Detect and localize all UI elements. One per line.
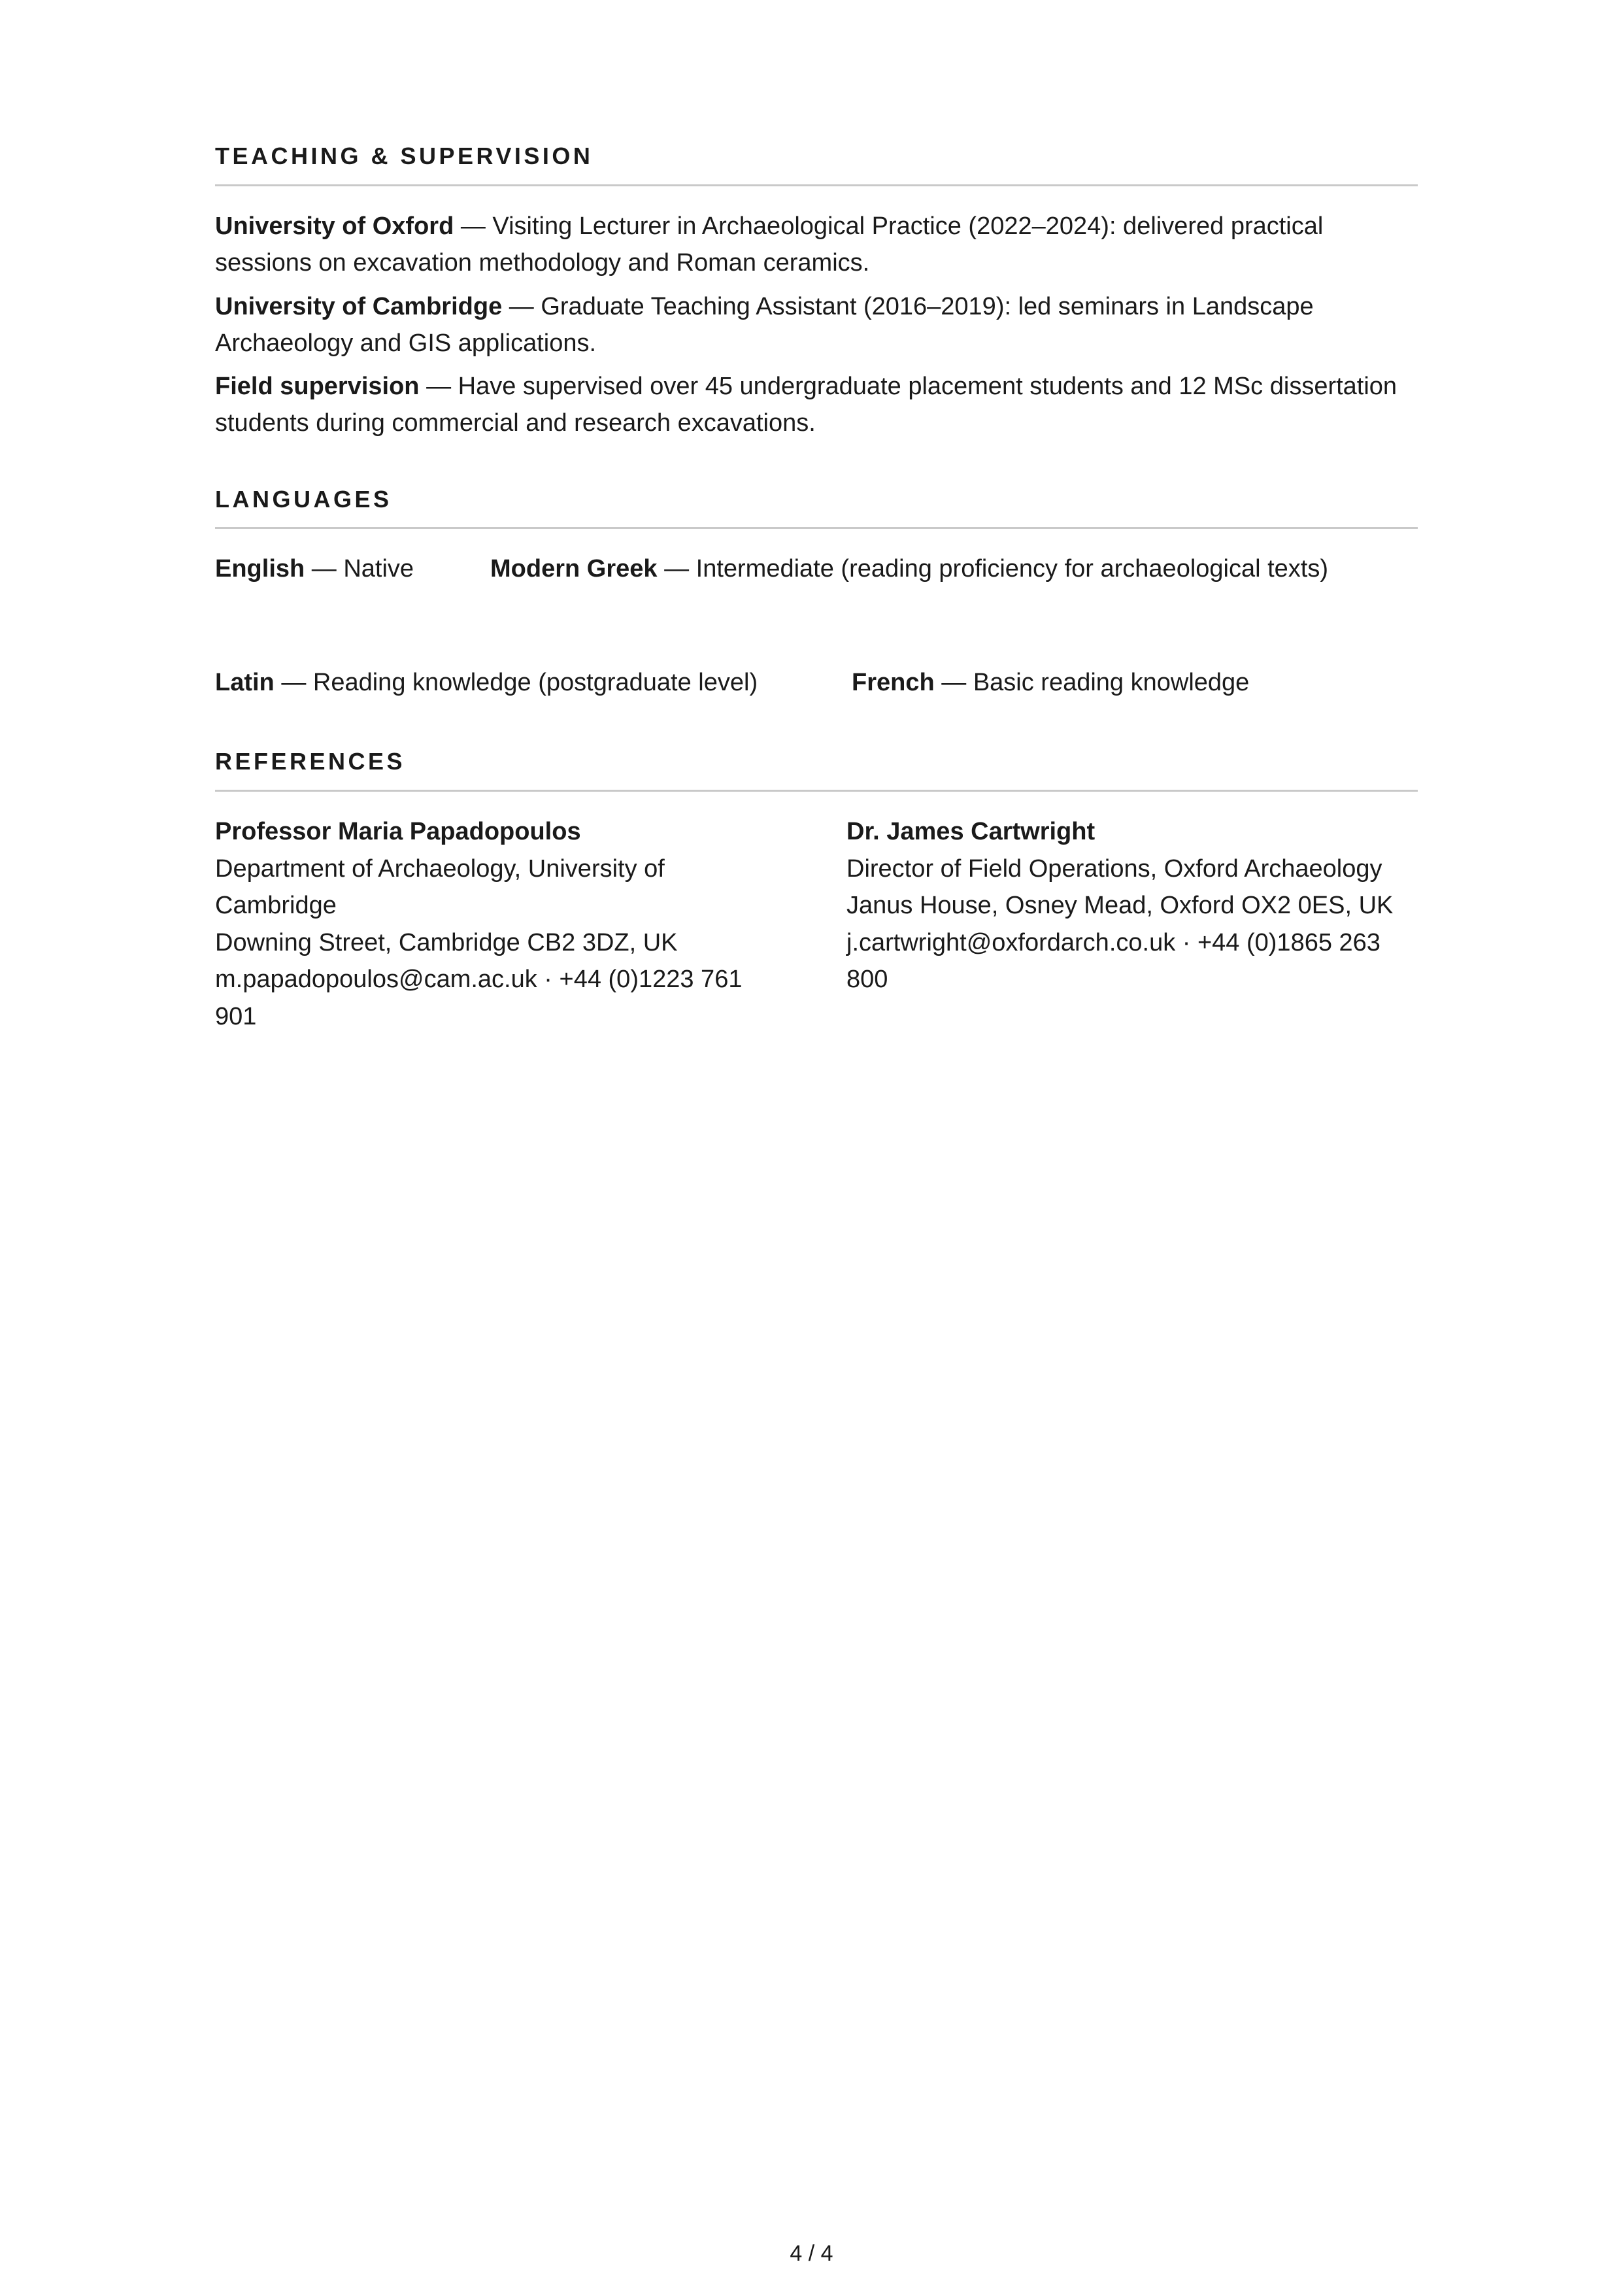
reference-email-phone: j.cartwright@oxfordarch.co.uk · +44 (0)1865 263 [846,928,1380,956]
teaching-item-org: University of Oxford [215,212,454,240]
languages-section-title: LANGUAGES [215,486,392,513]
reference-email-phone: m.papadopoulos@cam.ac.uk · +44 (0)1223 761 [215,966,743,993]
language-item-modern-greek [490,550,1328,587]
references-section-title: REFERENCES [215,748,406,775]
reference-line: 800 [846,966,888,993]
reference-line: Director of Field Operations, Oxford Archaeology [846,854,1382,883]
reference-name: Dr. James Cartwright [846,818,1096,845]
teaching-item-text: Visiting Lecturer in Archaeological Practice (2022–2024): delivered practical sessions on excavation methodology and Roman ceramics. [215,212,1324,277]
teaching-section-title: TEACHING & SUPERVISION [215,143,594,169]
language-name: French [852,669,935,696]
reference-name: Professor Maria Papadopoulos [215,818,581,845]
reference-line: Janus House, Osney Mead, Oxford OX2 0ES, UK [846,892,1394,919]
language-level: — Reading knowledge (postgraduate level) [274,669,758,696]
teaching-item-cambridge [215,288,1418,362]
teaching-section-divider [215,184,1418,186]
teaching-item-sep: — [419,373,458,400]
language-name: Latin [215,669,275,696]
language-level: — Intermediate (reading proficiency for archaeological texts) [657,555,1329,582]
teaching-item-field [215,368,1418,441]
language-item-french [852,664,1249,701]
reference-line: Department of Archaeology, University of [215,854,665,883]
teaching-item-text: Graduate Teaching Assistant (2016–2019): led seminars in Landscape Archaeology and GIS applications. [215,293,1314,357]
teaching-item-sep: — [454,212,493,240]
language-item-latin [215,664,758,701]
references-section-divider [215,790,1418,792]
reference-line: 901 [215,1002,257,1030]
teaching-item-oxford [215,208,1418,281]
language-name: Modern Greek [490,555,658,582]
teaching-item-org: Field supervision [215,373,420,400]
language-item-english [215,550,414,587]
reference-line: Cambridge [215,892,337,919]
language-name: English [215,555,305,582]
reference-card-papadopoulos [215,813,803,1035]
reference-line: Downing Street, Cambridge CB2 3DZ, UK [215,928,678,956]
teaching-item-text: Have supervised over 45 undergraduate placement students and 12 MSc dissertation students during commercial and research excavations. [215,373,1397,437]
language-level: — Basic reading knowledge [934,669,1250,696]
languages-section-divider [215,527,1418,529]
teaching-item-org: University of Cambridge [215,293,503,320]
page-number: 4 / 4 [790,2241,833,2266]
language-level: — Native [305,555,414,582]
reference-card-cartwright [846,813,1422,998]
teaching-item-sep: — [502,293,541,320]
